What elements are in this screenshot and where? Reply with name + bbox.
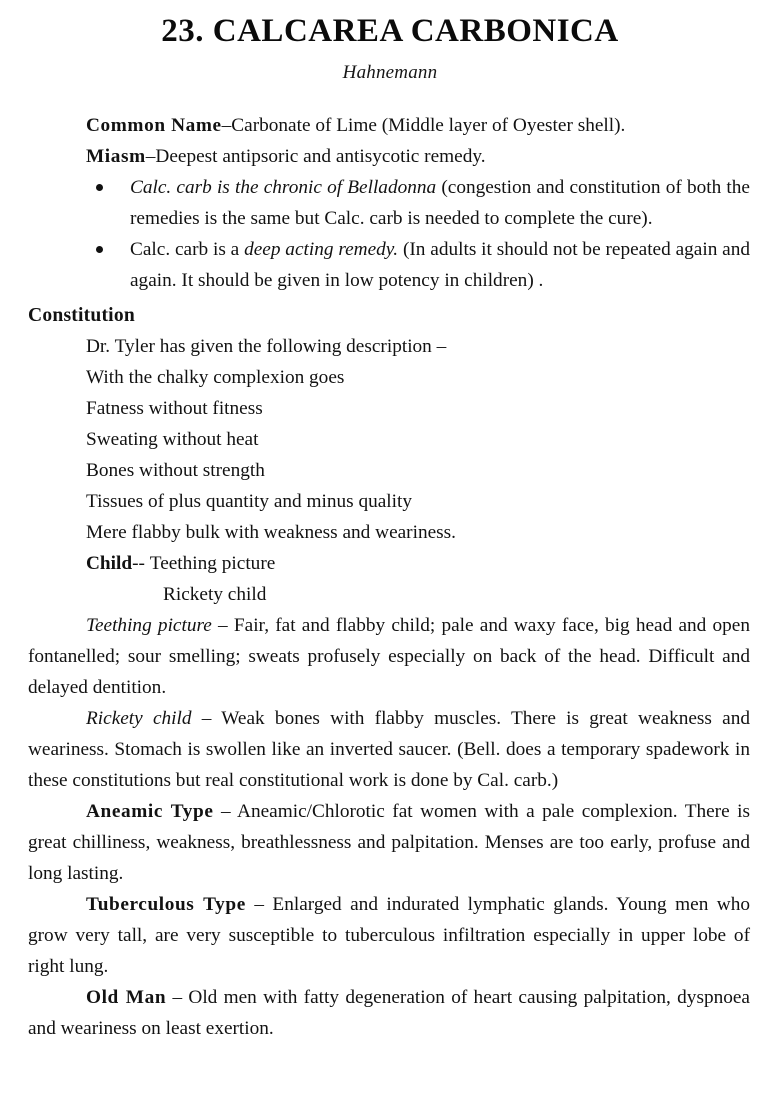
constitution-line: Dr. Tyler has given the following description – — [86, 335, 447, 357]
rickety-child-text: Weak bones with flabby muscles. There is great weakness and weariness. Stomach is swollen like an inverted saucer. (Bell. does a temporary spadework in these constitutions but real constitutional work is done by Cal. carb.) — [28, 707, 750, 791]
title-block — [0, 0, 780, 84]
bullet-rest-text: (congestion and constitution of both the remedies is the same but Calc. carb is needed to complete the cure). — [130, 176, 750, 229]
bullet-italic-lead: Calc. carb is the chronic of Belladonna — [130, 176, 437, 198]
constitution-section — [28, 300, 750, 610]
constitution-line-list — [28, 331, 750, 610]
common-name-dash: – — [221, 114, 232, 136]
rickety-child-label: Rickety child — [86, 707, 192, 729]
aneamic-type-text: Aneamic/Chlorotic fat women with a pale complexion. There is great chilliness, weakness, breathlessness and palpitation. Menses are too early, profuse and long lasting. — [28, 800, 750, 884]
list-item — [28, 172, 750, 234]
miasm-dash: – — [145, 145, 156, 167]
bullet-dot-icon — [96, 184, 103, 191]
child-value: Teething picture — [149, 552, 276, 574]
rickety-child-paragraph — [28, 703, 750, 796]
old-man-text: Old men with fatty degeneration of heart causing palpitation, dyspnoea and weariness on least exertion. — [28, 986, 750, 1039]
constitution-line: With the chalky complexion goes — [86, 366, 345, 388]
old-man-label: Old Man — [86, 986, 167, 1008]
document-body — [0, 110, 780, 1044]
tuberculous-type-paragraph — [28, 889, 750, 982]
tuberculous-type-label: Tuberculous Type — [86, 893, 246, 915]
teething-picture-label: Teething picture — [86, 614, 212, 636]
miasm-paragraph — [28, 141, 750, 172]
teething-picture-paragraph — [28, 610, 750, 703]
aneamic-type-paragraph — [28, 796, 750, 889]
constitution-line: Bones without strength — [86, 459, 265, 481]
constitution-line: Sweating without heat — [86, 428, 259, 450]
child-label: Child — [86, 552, 133, 574]
teething-picture-text: Fair, fat and flabby child; pale and waxy face, big head and open fontanelled; sour smelling; sweats profusely especially on back of the head. Difficult and delayed dentition. — [28, 614, 751, 698]
child-dash: -- — [132, 552, 145, 574]
aneamic-type-label: Aneamic Type — [86, 800, 214, 822]
constitution-line: Tissues of plus quantity and minus quality — [86, 490, 413, 512]
miasm-label: Miasm — [86, 145, 146, 167]
bullet-lead-text: Calc. carb is a — [130, 238, 245, 260]
author-name: Hahnemann — [342, 61, 438, 83]
tuberculous-type-text: Enlarged and indurated lymphatic glands. Young men who grow very tall, are very susceptible to tuberculous infiltration especially in upper lobe of right lung. — [28, 893, 750, 977]
constitution-child-line-2: Rickety child — [163, 583, 267, 605]
constitution-child-line — [28, 548, 750, 579]
bullet-dot-icon — [96, 246, 103, 253]
common-name-text: Carbonate of Lime (Middle layer of Oyester shell). — [231, 114, 626, 136]
common-name-label: Common Name — [86, 114, 222, 136]
old-man-paragraph — [28, 982, 750, 1044]
old-man-dash: – — [166, 986, 189, 1008]
bullet-list — [28, 172, 750, 296]
constitution-heading: Constitution — [28, 304, 135, 326]
constitution-line: Mere flabby bulk with weakness and weariness. — [86, 521, 456, 543]
aneamic-type-dash: – — [213, 800, 238, 822]
teething-picture-dash: – — [211, 614, 234, 636]
tuberculous-type-dash: – — [245, 893, 273, 915]
miasm-text: Deepest antipsoric and antisycotic remedy. — [155, 145, 486, 167]
page-title: 23. CALCAREA CARBONICA — [161, 13, 619, 49]
bullet-rest-text: (In adults it should not be repeated again and again. It should be given in low potency in children) . — [130, 238, 751, 291]
common-name-paragraph — [28, 110, 750, 141]
list-item — [28, 234, 750, 296]
constitution-line: Fatness without fitness — [86, 397, 263, 419]
bullet-italic-mid: deep acting remedy. — [244, 238, 399, 260]
rickety-child-dash: – — [191, 707, 222, 729]
